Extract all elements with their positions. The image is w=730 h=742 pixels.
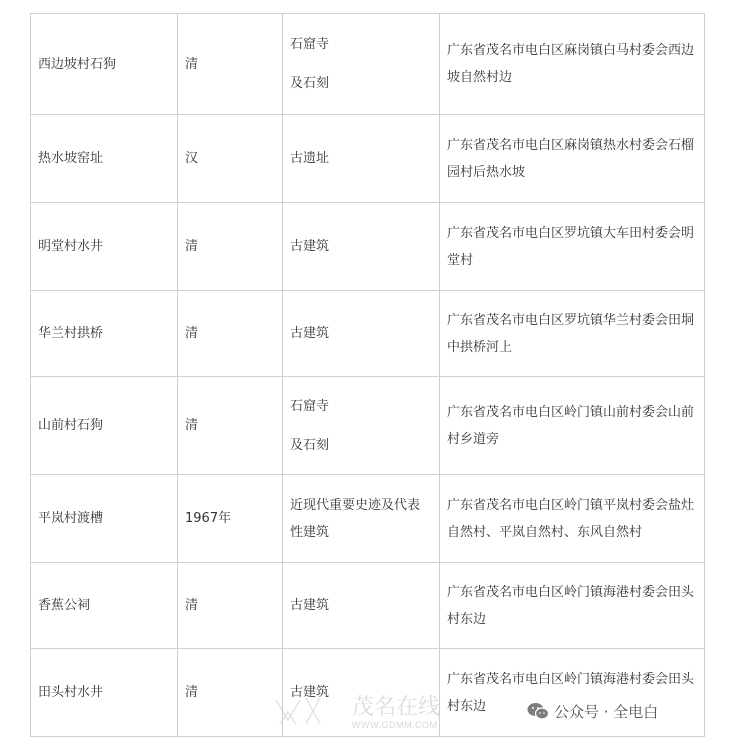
era-cell: 清: [178, 649, 283, 737]
site-name-cell: 华兰村拱桥: [31, 291, 178, 377]
table-row: [31, 563, 705, 649]
era-cell: 汉: [178, 115, 283, 203]
site-watermark: [270, 690, 490, 738]
site-name-cell: 西边坡村石狗: [31, 14, 178, 115]
site-name-cell: 山前村石狗: [31, 377, 178, 475]
table-row: [31, 377, 705, 475]
category-text: 及石刻: [290, 76, 330, 91]
era-cell: 清: [178, 291, 283, 377]
category-cell: [283, 377, 440, 475]
category-cell: [283, 203, 440, 291]
table-row: [31, 115, 705, 203]
category-text: 古建筑: [290, 685, 330, 700]
site-name-cell: 平岚村渡槽: [31, 475, 178, 563]
address-cell: 广东省茂名市电白区岭门镇海港村委会田头村东边: [440, 649, 705, 737]
site-name-cell: 香蕉公祠: [31, 563, 178, 649]
watermark-site-name: 茂名在线: [352, 695, 441, 720]
era-cell: 清: [178, 203, 283, 291]
era-cell: 1967年: [178, 475, 283, 563]
category-text: 古建筑: [290, 598, 330, 613]
heritage-table: [30, 13, 705, 737]
era-cell: 清: [178, 563, 283, 649]
address-cell: 广东省茂名市电白区罗坑镇华兰村委会田垌中拱桥河上: [440, 291, 705, 377]
category-text: 古遗址: [290, 151, 330, 166]
wechat-account-label: 公众号 · 全电白: [554, 702, 659, 721]
site-name-cell: 田头村水井: [31, 649, 178, 737]
wechat-icon: [527, 702, 549, 721]
address-cell: 广东省茂名市电白区麻岗镇热水村委会石榴园村后热水坡: [440, 115, 705, 203]
table-row: [31, 475, 705, 563]
address-cell: 广东省茂名市电白区岭门镇海港村委会田头村东边: [440, 563, 705, 649]
category-cell: [283, 475, 440, 563]
category-cell: [283, 291, 440, 377]
category-text: 古建筑: [290, 326, 330, 341]
address-cell: 广东省茂名市电白区罗坑镇大车田村委会明堂村: [440, 203, 705, 291]
category-text: 近现代重要史迹及代表性建筑: [290, 497, 421, 540]
category-text: 及石刻: [290, 437, 330, 453]
table-row: [31, 203, 705, 291]
heritage-table-container: [30, 13, 700, 737]
address-cell: 广东省茂名市电白区岭门镇平岚村委会盐灶自然村、平岚自然村、东风自然村: [440, 475, 705, 563]
category-text: 石窟寺: [290, 398, 330, 414]
table-row: [31, 291, 705, 377]
table-row: [31, 14, 705, 115]
era-cell: 清: [178, 377, 283, 475]
category-text: 石窟寺: [290, 37, 330, 52]
category-cell: [283, 115, 440, 203]
address-cell: 广东省茂名市电白区岭门镇山前村委会山前村乡道旁: [440, 377, 705, 475]
site-name-cell: 热水坡窑址: [31, 115, 178, 203]
watermark-logo-icon: [270, 690, 490, 738]
address-cell: 广东省茂名市电白区麻岗镇白马村委会西边坡自然村边: [440, 14, 705, 115]
site-name-cell: 明堂村水井: [31, 203, 178, 291]
watermark-url: WWW.GDMM.COM: [352, 720, 438, 730]
era-cell: 清: [178, 14, 283, 115]
category-cell: [283, 563, 440, 649]
wechat-account-badge: [527, 700, 658, 722]
category-text: 古建筑: [290, 239, 330, 254]
category-cell: [283, 14, 440, 115]
